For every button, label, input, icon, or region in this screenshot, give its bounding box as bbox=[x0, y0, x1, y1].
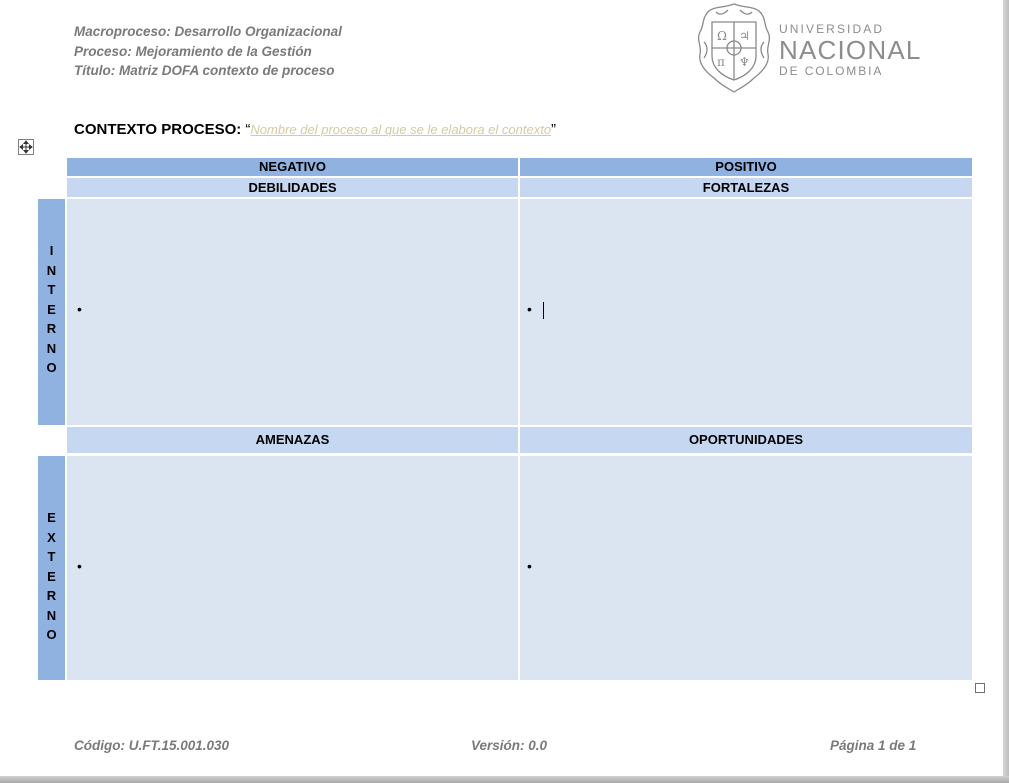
interno-letter: I bbox=[49, 243, 54, 258]
logo-line-2: NACIONAL bbox=[779, 35, 922, 65]
externo-letter: O bbox=[46, 627, 57, 642]
interno-letter: R bbox=[46, 321, 57, 336]
header-amenazas: AMENAZAS bbox=[67, 427, 518, 453]
footer-pagina: Página 1 de 1 bbox=[830, 738, 917, 753]
logo-line-1: UNIVERSIDAD bbox=[779, 22, 885, 36]
footer-version: Versión: 0.0 bbox=[471, 738, 548, 753]
debilidades-cell[interactable] bbox=[67, 199, 518, 425]
externo-letter: X bbox=[47, 529, 56, 545]
university-logo bbox=[694, 2, 922, 94]
table-resize-handle[interactable] bbox=[975, 683, 985, 693]
process-name-placeholder[interactable]: Nombre del proceso al que se le elabora el contexto bbox=[250, 122, 552, 137]
externo-letter: N bbox=[46, 607, 57, 623]
header-fortalezas: FORTALEZAS bbox=[520, 178, 972, 197]
interno-letter: T bbox=[47, 282, 56, 297]
shield-crest-icon bbox=[694, 2, 774, 94]
context-label: CONTEXTO PROCESO: bbox=[74, 121, 242, 138]
move-arrows-icon bbox=[19, 140, 33, 154]
open-quote: “ bbox=[245, 121, 251, 138]
document-header-meta bbox=[74, 22, 342, 81]
interno-letter: N bbox=[46, 340, 57, 356]
logo-wordmark bbox=[779, 22, 922, 78]
interno-letter: N bbox=[46, 262, 57, 278]
context-title bbox=[74, 121, 556, 138]
macroproceso-label: Macroproceso: Desarrollo Organizacional bbox=[74, 24, 342, 39]
interno-letter: O bbox=[46, 360, 57, 375]
svg-text:π: π bbox=[717, 55, 725, 69]
oportunidades-cell[interactable] bbox=[520, 456, 972, 680]
page-shadow-bottom bbox=[0, 776, 1009, 783]
bullet-point: • bbox=[527, 558, 532, 574]
bullet-point: • bbox=[527, 301, 532, 317]
header-debilidades: DEBILIDADES bbox=[67, 178, 518, 197]
close-quote: ” bbox=[551, 121, 557, 138]
externo-letter: E bbox=[47, 568, 56, 584]
table-move-handle[interactable] bbox=[18, 139, 34, 155]
proceso-label: Proceso: Mejoramiento de la Gestión bbox=[74, 43, 312, 59]
header-oportunidades: OPORTUNIDADES bbox=[520, 427, 972, 453]
titulo-label: Título: Matriz DOFA contexto de proceso bbox=[74, 63, 335, 78]
header-negativo: NEGATIVO bbox=[67, 158, 518, 176]
footer-codigo: Código: U.FT.15.001.030 bbox=[74, 738, 230, 753]
amenazas-cell[interactable] bbox=[67, 456, 518, 680]
externo-letter: T bbox=[47, 549, 56, 564]
side-label-interno bbox=[38, 199, 65, 425]
interno-letter: E bbox=[47, 301, 56, 317]
svg-text:♃: ♃ bbox=[739, 29, 750, 43]
fortalezas-cell[interactable] bbox=[520, 199, 972, 425]
bullet-point: • bbox=[77, 301, 82, 317]
header-positivo: POSITIVO bbox=[520, 158, 972, 176]
bullet-point: • bbox=[77, 558, 82, 574]
svg-text:♆: ♆ bbox=[739, 55, 750, 69]
externo-letter: E bbox=[47, 510, 56, 525]
text-cursor bbox=[543, 302, 544, 319]
side-label-externo bbox=[38, 456, 65, 680]
externo-letter: R bbox=[46, 588, 57, 603]
svg-text:Ω: Ω bbox=[717, 29, 727, 43]
logo-line-3: DE COLOMBIA bbox=[779, 64, 884, 78]
page-shadow-right bbox=[1003, 0, 1009, 783]
